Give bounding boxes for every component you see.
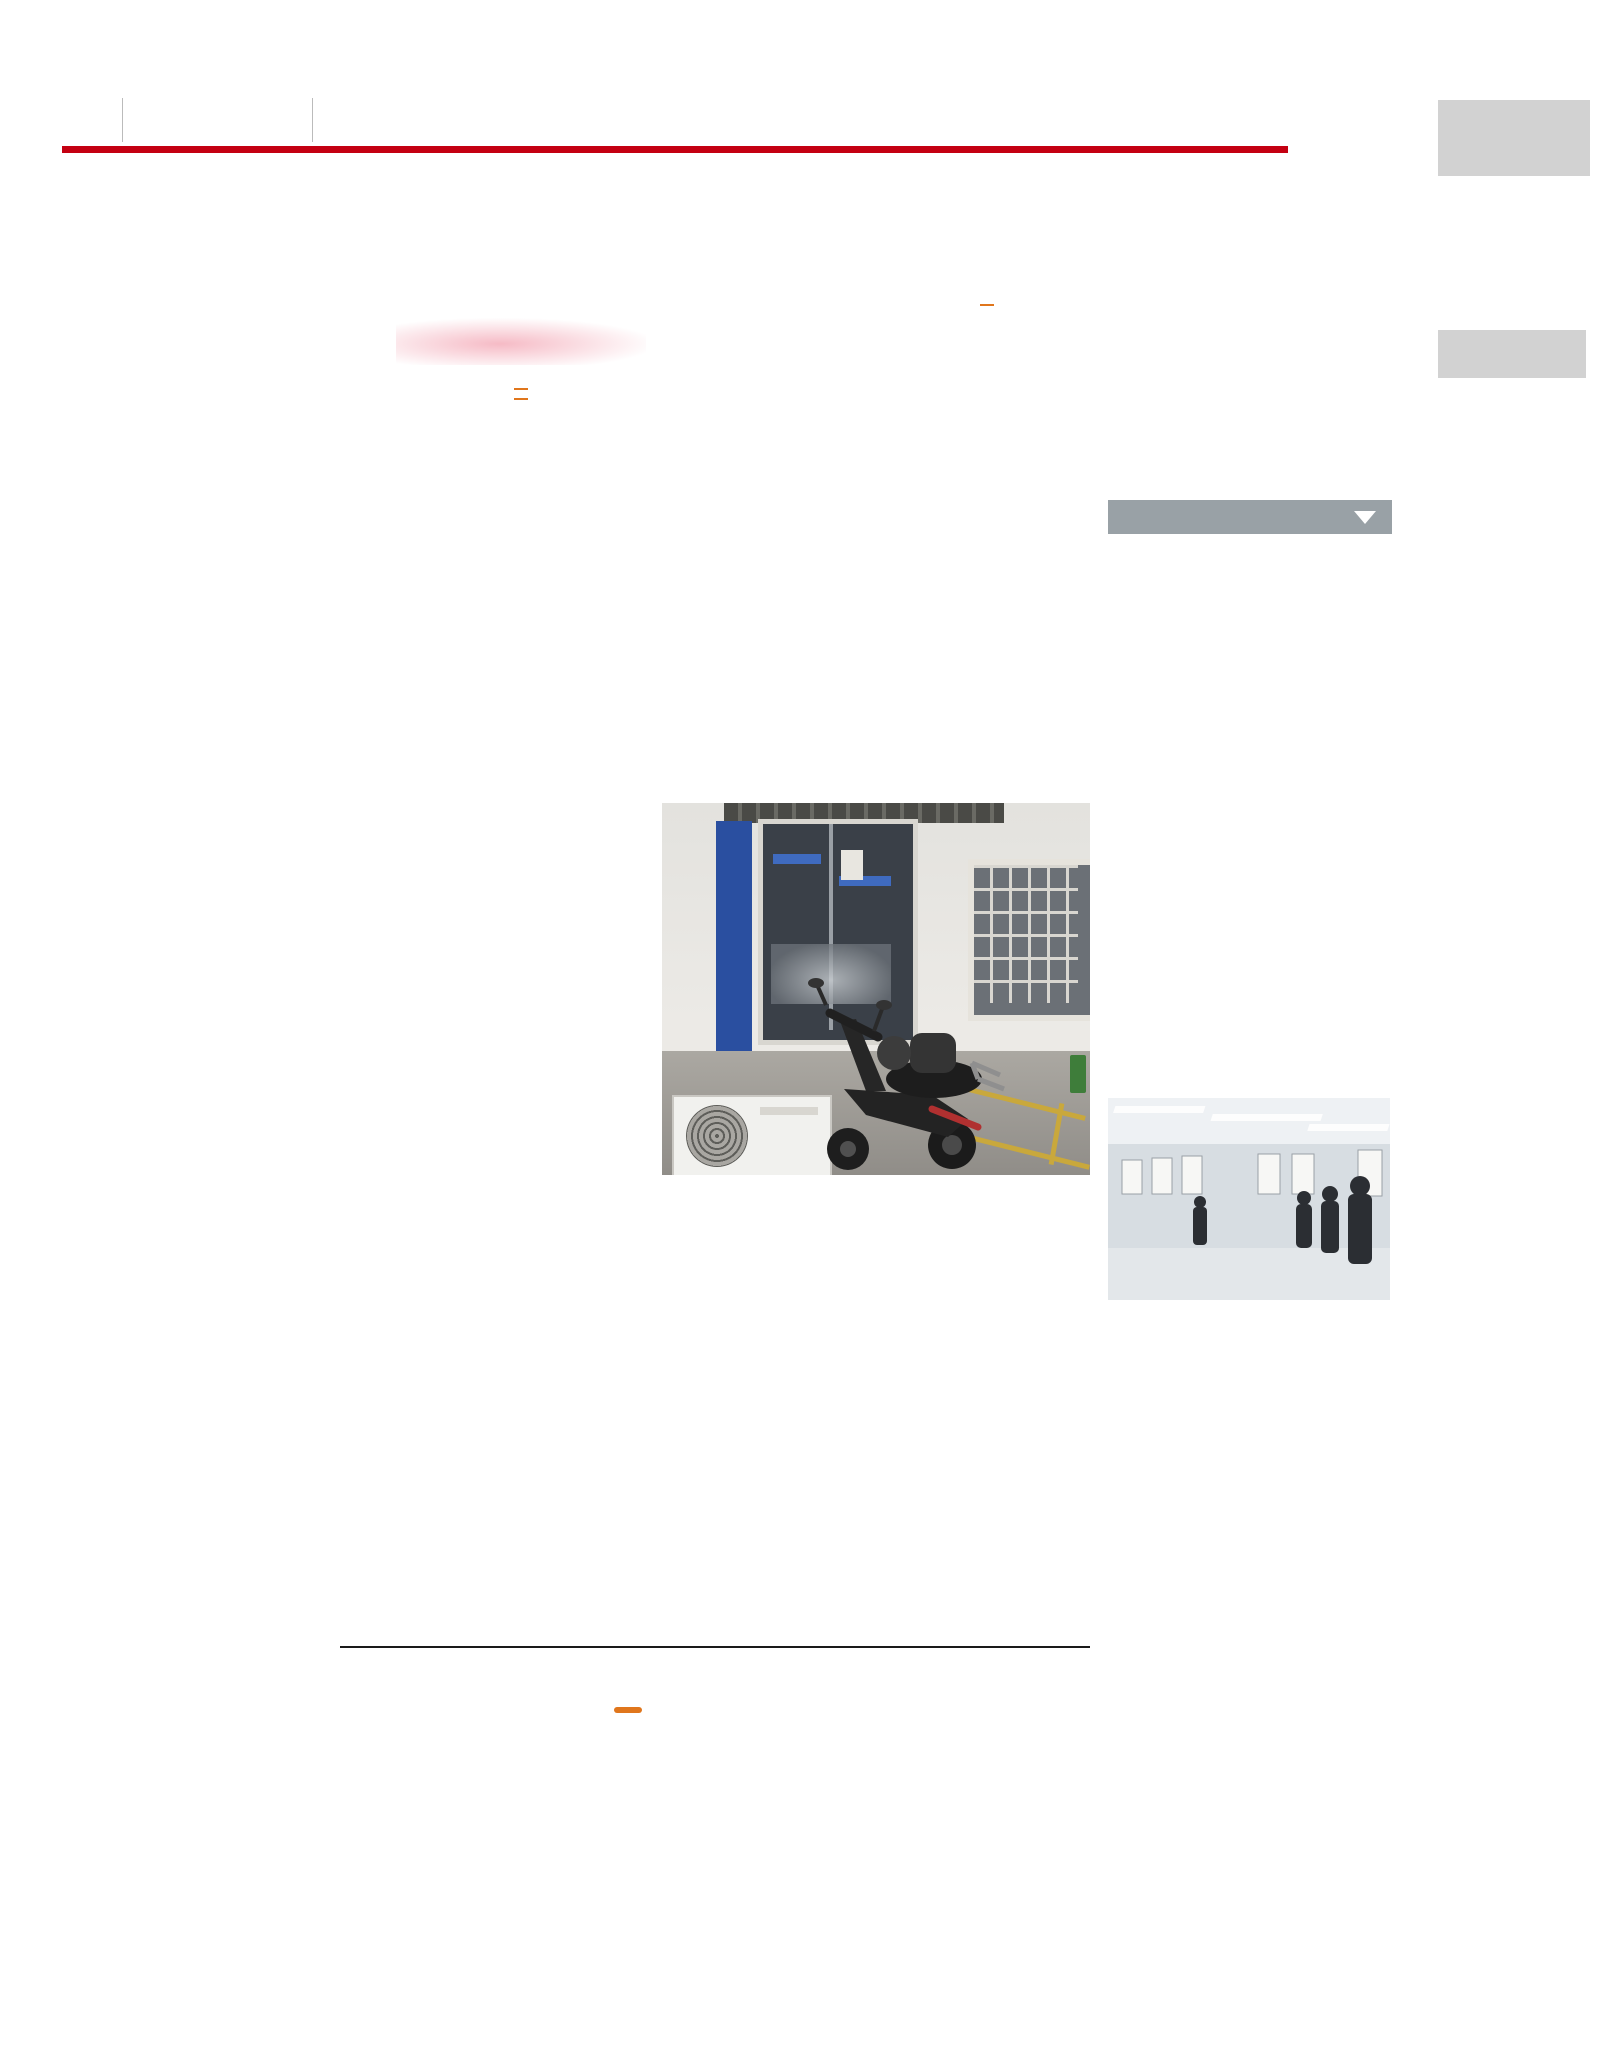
continued-from-p1-marker-1 xyxy=(342,1658,344,1675)
bike-headline-line1 xyxy=(366,698,1096,760)
section-tag-li xyxy=(514,388,528,390)
brand-zhushi-youli xyxy=(396,296,646,380)
photo-trash-bin xyxy=(1070,1055,1086,1093)
how-say-block xyxy=(614,1700,866,1718)
hero-column-1 xyxy=(396,296,646,668)
hero-column-2 xyxy=(658,296,866,668)
photo-calligraphy-exhibition xyxy=(1108,1098,1390,1300)
exhibition-caption xyxy=(1108,1310,1390,1566)
article-sme-equity-financing-body xyxy=(85,1014,323,1300)
door-blue-poster xyxy=(773,854,821,864)
headline-tuberculosis xyxy=(1108,178,1394,258)
hero-headline-line1 xyxy=(362,158,1102,222)
article-smart-customs-body xyxy=(85,1680,323,1992)
bike-column-1 xyxy=(428,838,650,1632)
masthead-divider-2 xyxy=(312,98,313,142)
notice-missing-person xyxy=(1438,330,1586,378)
related-link-text xyxy=(1108,574,1390,632)
hero-column-3 xyxy=(884,296,1090,668)
headline-smart-customs xyxy=(85,1600,327,1678)
headline-ndrc-visit xyxy=(85,150,327,232)
continuation-1-col2 xyxy=(614,1690,866,2056)
photo-scooter-registration xyxy=(662,803,1090,1175)
article-pumped-storage-body xyxy=(85,644,323,932)
bike-column-3 xyxy=(884,1216,1090,1632)
scooter-illustration xyxy=(782,913,1022,1175)
related-link-title xyxy=(1108,544,1390,570)
continuation-2-body xyxy=(1108,1610,1390,2056)
continuation-1-col3 xyxy=(884,1690,1090,2056)
headline-yunfa-group xyxy=(1108,636,1394,710)
headline-housing-fund xyxy=(85,1306,327,1384)
article-ndrc-visit-body xyxy=(85,240,323,546)
section-tag-shi xyxy=(514,398,528,400)
photo-caption xyxy=(662,1182,1090,1206)
gallery-illustration xyxy=(1108,1098,1390,1300)
headline-calligraphy-exhibition xyxy=(1108,1052,1394,1092)
bike-byline xyxy=(428,806,658,828)
brand-swoosh-decoration xyxy=(396,318,646,365)
section-tag-yi xyxy=(980,304,994,306)
headline-sme-equity-financing xyxy=(85,936,327,1014)
article-housing-fund-body xyxy=(85,1386,323,1592)
how-say-tag xyxy=(614,1707,642,1713)
bike-kicker xyxy=(366,658,1086,694)
related-link-box xyxy=(1108,500,1392,534)
chevron-down-icon xyxy=(1354,511,1376,524)
article-yunfa-body xyxy=(1108,714,1390,1048)
bike-column-2 xyxy=(662,1216,864,1632)
notice-invalid-certificates xyxy=(1438,100,1590,176)
headline-pumped-storage xyxy=(85,556,327,636)
section-divider xyxy=(340,1646,1090,1648)
continued-from-p1-marker-2 xyxy=(1108,1580,1110,1597)
registration-station-sign xyxy=(716,821,752,1057)
masthead-divider xyxy=(122,98,123,142)
continuation-1-col1 xyxy=(342,1690,594,2056)
article-tuberculosis-body xyxy=(1108,262,1390,494)
ac-fan xyxy=(686,1105,748,1167)
door-notice-paper xyxy=(841,850,863,880)
hero-headline-line2 xyxy=(362,226,1102,290)
